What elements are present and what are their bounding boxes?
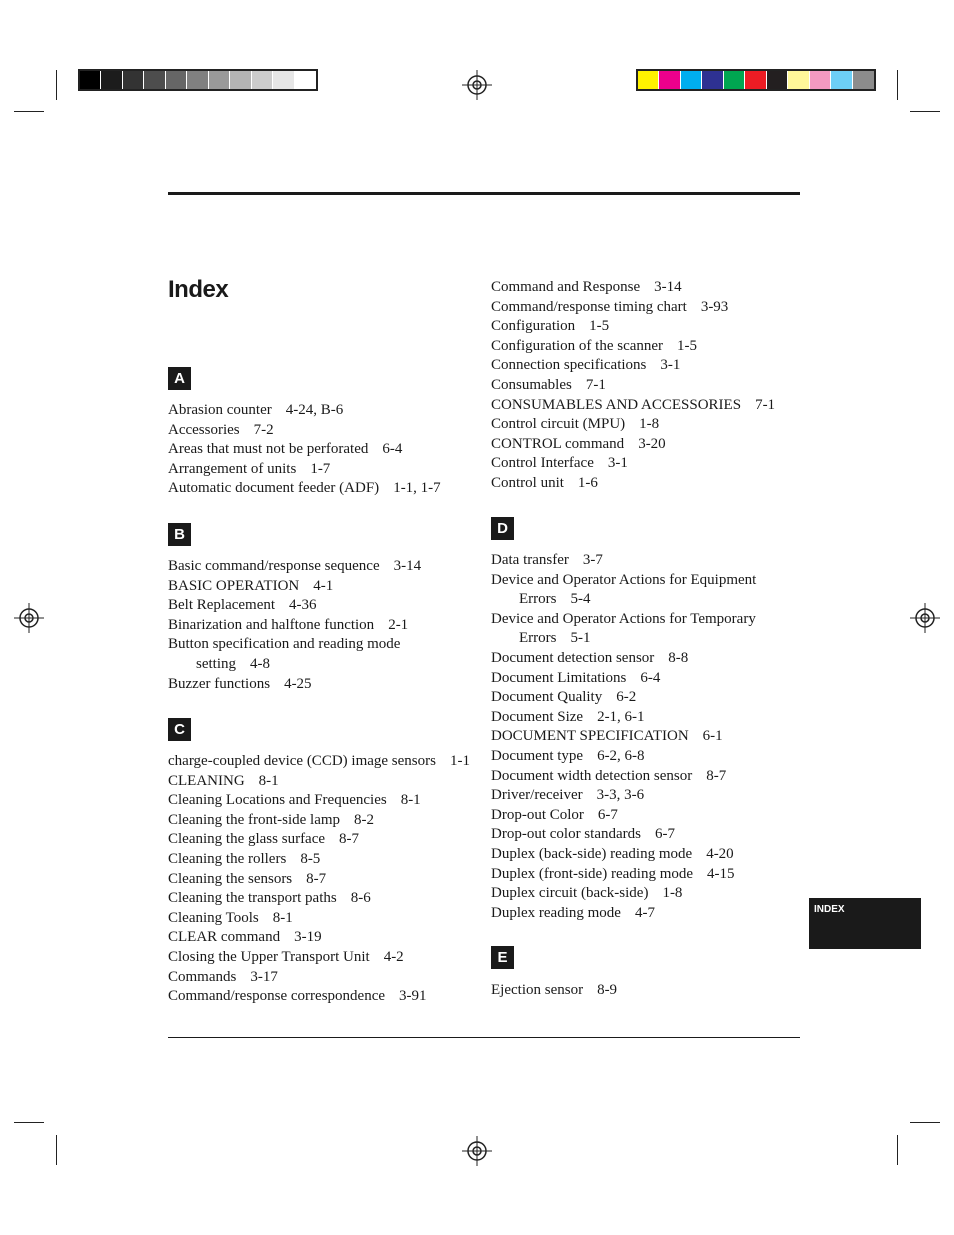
list-item [491,571,756,591]
registration-mark-icon [14,603,44,633]
section-letter: B [168,523,191,546]
index-term: CONTROL command [491,435,625,452]
page-reference: 4-20 [706,845,734,862]
index-term: Errors [519,630,557,647]
index-term: Drop-out Color [491,806,584,823]
index-term: Cleaning the glass surface [168,831,326,848]
page-reference: 8-8 [668,649,689,666]
index-term: Basic command/response sequence [168,558,380,574]
list-item [168,557,421,577]
color-swatch [123,71,144,89]
index-term: Document width detection sensor [491,767,693,784]
index-term: Drop-out color standards [491,826,641,843]
index-term: Cleaning the rollers [168,850,287,867]
color-calibration-bar [636,69,876,91]
color-swatch [295,71,316,89]
index-list-a [168,401,441,499]
list-item [491,806,756,826]
page-reference: 2-1 [388,616,409,633]
index-term: Control circuit (MPU) [491,416,626,433]
list-item [168,948,470,968]
list-item [491,376,775,396]
page-reference: 8-1 [400,792,421,809]
index-term: Cleaning the front-side lamp [168,811,341,828]
list-item [491,708,756,728]
index-term: Duplex (back-side) reading mode [491,845,693,862]
page-reference: 7-1 [755,396,776,413]
page-reference: 3-7 [582,552,603,568]
list-item [168,596,421,616]
index-tab: INDEX [809,898,921,949]
color-swatch [767,71,788,89]
index-term: Errors [519,591,557,608]
index-term: Driver/receiver [491,787,583,804]
page-reference: 3-19 [294,929,322,946]
header-rule [168,192,800,195]
index-term: Cleaning the transport paths [168,890,337,907]
list-item [491,435,775,455]
list-item [491,845,756,865]
color-swatch [724,71,745,89]
list-item [491,865,756,885]
crop-mark [14,111,44,112]
footer-rule [168,1037,800,1038]
color-swatch [638,71,659,89]
list-item [168,655,421,675]
list-item [168,635,421,655]
index-term: Control unit [491,474,564,491]
page-reference: 4-7 [634,904,655,921]
page-reference: 8-1 [272,909,293,926]
page-reference: 4-15 [707,865,735,882]
index-term: Device and Operator Actions for Equipment [491,571,757,588]
page-reference: 3-1 [660,357,681,374]
index-term: Areas that must not be perforated [168,441,369,458]
index-term: Document Size [491,708,584,725]
index-term: Commands [168,968,237,985]
list-item [491,825,756,845]
index-term: DOCUMENT SPECIFICATION [491,728,689,745]
list-item [168,440,441,460]
color-swatch [853,71,874,89]
page-reference: 1-5 [677,337,698,354]
registration-mark-icon [462,1136,492,1166]
index-term: BASIC OPERATION [168,577,300,594]
page-reference: 6-1 [702,728,723,745]
list-item [491,337,775,357]
list-item [491,278,775,298]
color-swatch [788,71,809,89]
page-reference: 6-7 [597,806,618,823]
page-reference: 3-14 [654,279,682,295]
page-reference: 2-1, 6-1 [597,708,645,725]
index-term: Command/response timing chart [491,298,687,315]
index-term: Device and Operator Actions for Temporary [491,610,756,627]
index-list-e [491,981,617,1001]
section-letter: A [168,367,191,390]
crop-mark [14,1122,44,1123]
page-reference: 4-8 [250,655,270,672]
color-swatch [80,71,101,89]
index-term: Configuration of the scanner [491,337,664,354]
index-term: Data transfer [491,552,569,568]
page-reference: 8-6 [350,890,371,907]
section-letter: E [491,946,514,969]
list-item [168,870,470,890]
page-reference: 6-2 [616,689,637,706]
grayscale-calibration-bar [78,69,318,91]
page-reference: 8-9 [597,982,618,998]
list-item [168,811,470,831]
page-reference: 1-1, 1-7 [393,480,441,497]
index-term: Connection specifications [491,357,647,374]
index-term: Duplex (front-side) reading mode [491,865,694,882]
index-term: CLEAR command [168,929,281,946]
crop-mark [56,70,57,100]
index-term: CONSUMABLES AND ACCESSORIES [491,396,742,413]
list-item [168,968,470,988]
index-term: Closing the Upper Transport Unit [168,948,370,965]
index-list-d [491,551,756,923]
index-term: Cleaning Locations and Frequencies [168,792,387,809]
page-reference: 5-4 [570,591,591,608]
list-item [168,401,441,421]
list-item [491,454,775,474]
list-item [168,889,470,909]
page-reference: 5-1 [570,630,591,647]
page-reference: 6-2, 6-8 [597,747,645,764]
index-term: Command and Response [491,279,641,295]
color-swatch [166,71,187,89]
color-swatch [273,71,294,89]
registration-mark-icon [462,70,492,100]
registration-mark-icon [910,603,940,633]
list-item [491,551,756,571]
list-item [168,791,470,811]
page-reference: 4-25 [284,675,312,692]
index-term: Duplex reading mode [491,904,621,921]
page-reference: 6-4 [382,441,403,458]
page-reference: 3-14 [393,558,422,574]
list-item [491,396,775,416]
color-swatch [702,71,723,89]
page-reference: 3-93 [700,298,729,315]
index-term: Automatic document feeder (ADF) [168,480,380,497]
page-reference: 8-7 [706,767,727,784]
list-item [168,752,470,772]
color-swatch [681,71,702,89]
color-swatch [144,71,165,89]
page-reference: 3-3, 3-6 [596,787,645,804]
list-item [491,298,775,318]
page-reference: 3-1 [607,455,628,472]
list-item [168,987,470,1007]
crop-mark [56,1135,57,1165]
list-item [491,356,775,376]
color-swatch [659,71,680,89]
list-item [491,415,775,435]
section-letter: C [168,718,191,741]
list-item [491,747,756,767]
list-item [491,688,756,708]
crop-mark [897,1135,898,1165]
page-reference: 4-1 [313,577,334,594]
index-term: Duplex circuit (back-side) [491,885,649,902]
list-item [168,460,441,480]
page-reference: 4-24, B-6 [285,402,344,418]
index-term: Cleaning Tools [168,909,259,926]
index-term: Document Limitations [491,669,627,686]
list-item [168,830,470,850]
index-term: charge-coupled device (CCD) image sensors [168,753,436,769]
color-swatch [745,71,766,89]
page-reference: 7-2 [253,421,274,438]
page-reference: 1-7 [310,460,331,477]
page-reference: 8-5 [300,850,321,867]
color-swatch [209,71,230,89]
color-swatch [101,71,122,89]
page-reference: 7-1 [585,376,606,393]
list-item [168,928,470,948]
color-swatch [831,71,852,89]
list-item [168,909,470,929]
page-reference: 6-4 [640,669,661,686]
index-term: Ejection sensor [491,982,584,998]
list-item [168,850,470,870]
page-reference: 3-20 [638,435,666,452]
index-term: Buzzer functions [168,675,271,692]
crop-mark [897,70,898,100]
list-item [168,675,421,695]
page-reference: 8-1 [258,772,279,789]
list-item [491,610,756,630]
page-reference: 1-1 [449,753,470,769]
list-item [491,904,756,924]
list-item [491,727,756,747]
index-term: Arrangement of units [168,460,297,477]
index-term: Binarization and halftone function [168,616,375,633]
index-term: Command/response correspondence [168,988,386,1005]
color-swatch [187,71,208,89]
index-term: Control Interface [491,455,594,472]
page-reference: 1-5 [589,318,610,335]
page-reference: 4-36 [289,597,317,614]
list-item [491,629,756,649]
page-reference: 6-7 [654,826,675,843]
index-list-b [168,557,421,694]
list-item [491,767,756,787]
page-reference: 4-2 [383,948,404,965]
index-term: Cleaning the sensors [168,870,293,887]
index-term: Document detection sensor [491,649,655,666]
page-reference: 3-17 [250,968,278,985]
index-term: Configuration [491,318,576,335]
index-term: Abrasion counter [168,402,272,418]
list-item [491,649,756,669]
index-list-c [168,752,470,1007]
page-reference: 3-91 [399,988,427,1005]
index-term: Document Quality [491,689,603,706]
list-item [491,474,775,494]
index-term: Button specification and reading mode [168,636,401,653]
color-swatch [252,71,273,89]
section-letter: D [491,517,514,540]
list-item [491,786,756,806]
crop-mark [910,1122,940,1123]
index-term: setting [196,655,236,672]
color-swatch [230,71,251,89]
page-reference: 1-6 [577,474,598,491]
index-term: Document type [491,747,584,764]
page-reference: 8-2 [354,811,375,828]
page-reference: 8-7 [339,831,360,848]
list-item [168,479,441,499]
page-reference: 8-7 [306,870,327,887]
page-title: Index [168,276,229,303]
list-item [491,669,756,689]
index-term: Belt Replacement [168,597,276,614]
page-reference: 1-8 [639,416,660,433]
list-item [168,421,441,441]
list-item [168,577,421,597]
list-item [491,317,775,337]
list-item [168,772,470,792]
crop-mark [910,111,940,112]
index-term: CLEANING [168,772,245,789]
index-list-c-continued [491,278,775,494]
list-item [491,981,617,1001]
list-item [168,616,421,636]
list-item [491,884,756,904]
index-term: Accessories [168,421,240,438]
index-term: Consumables [491,376,572,393]
list-item [491,590,756,610]
color-swatch [810,71,831,89]
page-reference: 1-8 [662,885,683,902]
